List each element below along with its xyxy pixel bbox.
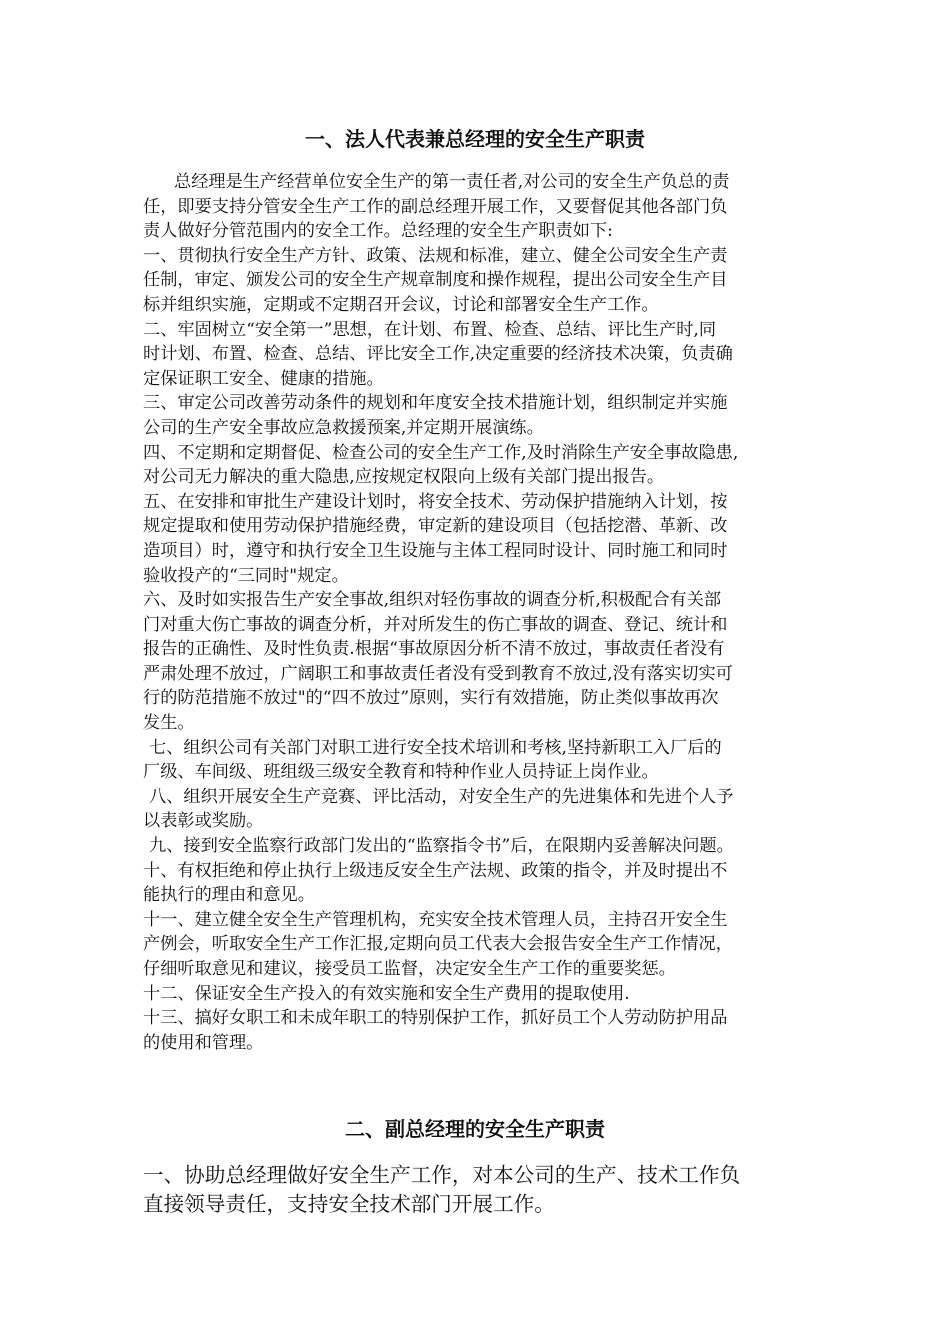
- text-line: 产例会，听取安全生产工作汇报,定期向员工代表大会报告安全生产工作情况，: [143, 934, 733, 955]
- text-line: 公司的生产安全事故应急救援预案,并定期开展演练。: [143, 417, 544, 438]
- text-line: 二、牢固树立“安全第一”思想，在计划、布置、检查、总结、评比生产时,同: [143, 319, 717, 340]
- text-line: 报告的正确性、及时性负责.根据“事故原因分析不清不放过，事故责任者没有: [143, 639, 725, 660]
- text-line: 九、接到安全监察行政部门发出的“监察指令书”后，在限期内妥善解决问题。: [149, 836, 734, 857]
- text-line: 标并组织实施，定期或不定期召开会议，讨论和部署安全生产工作。: [143, 294, 659, 315]
- text-line: 仔细听取意见和建议，接受员工监督，决定安全生产工作的重要奖惩。: [143, 959, 676, 979]
- text-line: 厂级、车间级、班组级三级安全教育和特种作业人员持证上岗作业。: [143, 762, 659, 783]
- text-line: 五、在安排和审批生产建设计划时，将安全技术、劳动保护措施纳入计划，按: [143, 491, 728, 512]
- text-line: 六、及时如实报告生产安全事故,组织对轻伤事故的调查分析,积极配合有关部: [143, 590, 722, 611]
- text-line: 能执行的理由和意见。: [143, 885, 315, 906]
- text-line: 门对重大伤亡事故的调查分析，并对所发生的伤亡事故的调查、登记、统计和: [143, 614, 728, 635]
- text-line: 对公司无力解决的重大隐患,应按规定权限向上级有关部门提出报告。: [143, 467, 665, 488]
- text-line: 行的防范措施不放过"的“四不放过”原则，实行有效措施，防止类似事故再次: [143, 688, 719, 709]
- section-body-general-manager: [143, 170, 818, 1055]
- section-title-deputy-general-manager: 二、副总经理的安全生产职责: [345, 1117, 605, 1141]
- text-line: 发生。: [143, 713, 195, 734]
- text-line: 以表彰或奖励。: [143, 811, 264, 832]
- text-line: 十一、建立健全安全生产管理机构，充实安全技术管理人员，主持召开安全生: [143, 909, 728, 930]
- text-line: 规定提取和使用劳动保护措施经费，审定新的建设项目（包括挖潜、革新、改: [143, 516, 728, 537]
- text-line: 三、审定公司改善劳动条件的规划和年度安全技术措施计划，组织制定并实施: [143, 393, 728, 414]
- text-line: 任制，审定、颁发公司的安全生产规章制度和操作规程，提出公司安全生产目: [143, 270, 728, 291]
- text-line: 八、组织开展安全生产竞赛、评比活动，对安全生产的先进集体和先进个人予: [149, 786, 734, 807]
- text-line: 验收投产的“三同时"规定。: [143, 565, 349, 586]
- section-body-deputy-general-manager: [143, 1161, 823, 1219]
- text-line: 十二、保证安全生产投入的有效实施和安全生产费用的提取使用.: [143, 983, 630, 1004]
- text-line: 十三、搞好女职工和未成年职工的特别保护工作，抓好员工个人劳动防护用品: [143, 1008, 728, 1029]
- text-line: 十、有权拒绝和停止执行上级违反安全生产法规、政策的指令，并及时提出不: [143, 860, 728, 881]
- text-line: 直接领导责任，支持安全技术部门开展工作。: [143, 1192, 555, 1216]
- text-line: 的使用和管理。: [143, 1032, 264, 1053]
- text-line: 一、协助总经理做好安全生产工作，对本公司的生产、技术工作负: [143, 1163, 741, 1187]
- text-line: 责人做好分管范围内的安全工作。总经理的安全生产职责如下:: [143, 221, 613, 242]
- text-line: 任，即要支持分管安全生产工作的副总经理开展工作，又要督促其他各部门负: [143, 196, 728, 217]
- text-line: 时计划、布置、检查、总结、评比安全工作,决定重要的经济技术决策，负责确: [143, 344, 733, 365]
- text-line: 造项目）时，遵守和执行安全卫生设施与主体工程同时设计、同时施工和同时: [143, 540, 728, 561]
- section-title-general-manager: 一、法人代表兼总经理的安全生产职责: [305, 127, 645, 151]
- text-line: 总经理是生产经营单位安全生产的第一责任者,对公司的安全生产负总的责: [174, 172, 730, 192]
- text-line: 严肃处理不放过，广阔职工和事故责任者没有受到教育不放过,没有落实切实可: [143, 663, 733, 684]
- text-line: 七、组织公司有关部门对职工进行安全技术培训和考核,坚持新职工入厂后的: [149, 737, 722, 758]
- text-line: 四、不定期和定期督促、检查公司的安全生产工作,及时消除生产安全事故隐患,: [143, 442, 739, 463]
- text-line: 一、贯彻执行安全生产方针、政策、法规和标准，建立、健全公司安全生产责: [143, 245, 728, 266]
- text-line: 定保证职工安全、健康的措施。: [143, 368, 384, 389]
